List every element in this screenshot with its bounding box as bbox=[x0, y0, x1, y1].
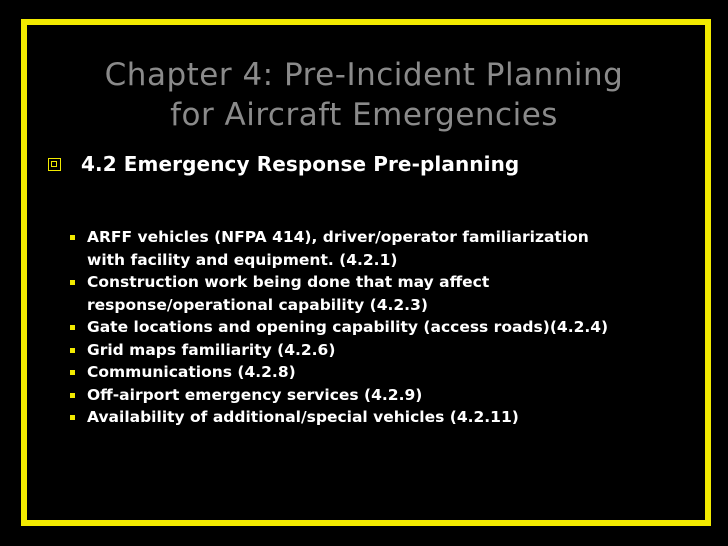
list-item bbox=[70, 406, 690, 429]
square-bullet-icon bbox=[70, 393, 75, 398]
list-item-text: Grid maps familiarity (4.2.6) bbox=[87, 340, 336, 359]
list-item bbox=[70, 271, 690, 316]
list-item-text: Communications (4.2.8) bbox=[87, 363, 296, 381]
list-item-text: Off-airport emergency services (4.2.9) bbox=[87, 385, 423, 404]
square-bullet-icon bbox=[70, 415, 75, 420]
square-bullet-icon bbox=[70, 325, 75, 330]
list-item-text-line-1: ARFF vehicles (NFPA 414), driver/operator familiarization bbox=[87, 228, 589, 246]
square-bullet-icon bbox=[70, 235, 75, 240]
square-bullet-icon bbox=[70, 370, 75, 375]
title-line-1: Chapter 4: Pre-Incident Planning bbox=[104, 57, 624, 93]
bullet-list bbox=[70, 226, 690, 429]
title-line-2: for Aircraft Emergencies bbox=[170, 97, 558, 133]
list-item-text-line-1: Construction work being done that may affect bbox=[87, 273, 490, 291]
square-bullet-icon bbox=[70, 280, 75, 285]
list-item-text-line-2: with facility and equipment. (4.2.1) bbox=[87, 250, 398, 269]
list-item bbox=[70, 384, 690, 407]
square-bullet-icon bbox=[70, 348, 75, 353]
list-item-text: Gate locations and opening capability (access roads)(4.2.4) bbox=[87, 318, 609, 336]
list-item-text: Availability of additional/special vehicles (4.2.11) bbox=[87, 408, 519, 426]
section-heading-text: 4.2 Emergency Response Pre-planning bbox=[81, 152, 520, 176]
square-box-icon bbox=[48, 158, 61, 171]
list-item bbox=[70, 316, 690, 339]
list-item bbox=[70, 339, 690, 362]
section-heading bbox=[48, 150, 519, 178]
list-item bbox=[70, 226, 690, 271]
list-item-text-line-2: response/operational capability (4.2.3) bbox=[87, 295, 428, 314]
list-item bbox=[70, 361, 690, 384]
slide-title bbox=[0, 55, 728, 135]
